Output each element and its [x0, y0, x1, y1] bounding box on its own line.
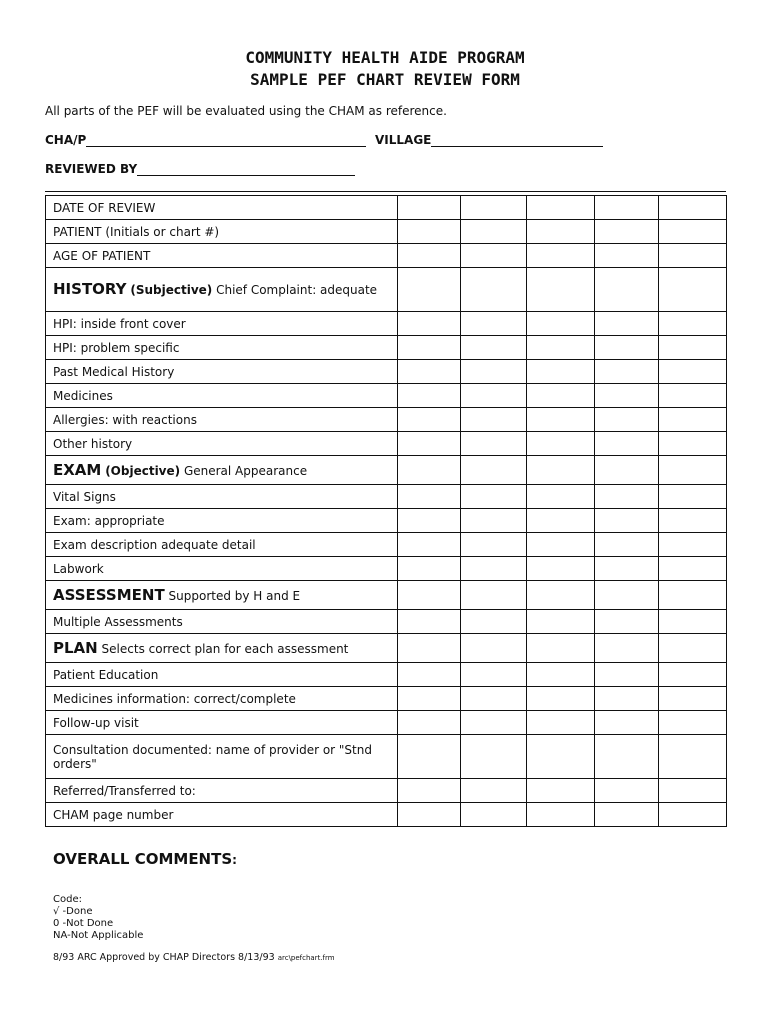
- code-na: NA-Not Applicable: [53, 930, 144, 941]
- table-row: [46, 456, 727, 485]
- row-text: Labwork: [53, 561, 104, 576]
- row-label: [46, 268, 398, 312]
- review-cell[interactable]: [398, 803, 461, 827]
- code-legend: [53, 894, 143, 942]
- review-cell[interactable]: [398, 408, 461, 432]
- table-row: [46, 509, 727, 533]
- table-row: [46, 533, 727, 557]
- review-cell[interactable]: [659, 533, 727, 557]
- table-row: [46, 634, 727, 663]
- overall-comments-heading: OVERALL COMMENTS:: [53, 850, 237, 868]
- review-cell[interactable]: [527, 735, 595, 779]
- review-cell[interactable]: [461, 533, 527, 557]
- row-label: [46, 634, 398, 663]
- row-label: [46, 610, 398, 634]
- review-cell[interactable]: [398, 779, 461, 803]
- review-cell[interactable]: [595, 485, 659, 509]
- table-row: [46, 220, 727, 244]
- review-cell[interactable]: [461, 360, 527, 384]
- table-row: [46, 408, 727, 432]
- review-cell[interactable]: [461, 779, 527, 803]
- review-cell[interactable]: [461, 735, 527, 779]
- row-text: Chief Complaint: adequate: [216, 283, 378, 297]
- village-label: VILLAGE: [375, 133, 432, 147]
- review-cell[interactable]: [398, 610, 461, 634]
- review-cell[interactable]: [527, 509, 595, 533]
- review-cell[interactable]: [659, 244, 727, 268]
- review-cell[interactable]: [527, 244, 595, 268]
- row-label: [46, 509, 398, 533]
- review-cell[interactable]: [595, 196, 659, 220]
- review-cell[interactable]: [461, 663, 527, 687]
- review-cell[interactable]: [398, 312, 461, 336]
- review-cell[interactable]: [461, 711, 527, 735]
- review-cell[interactable]: [398, 432, 461, 456]
- review-cell[interactable]: [527, 408, 595, 432]
- review-cell[interactable]: [527, 557, 595, 581]
- row-label: [46, 432, 398, 456]
- review-cell[interactable]: [595, 408, 659, 432]
- row-text: AGE OF PATIENT: [53, 248, 151, 263]
- row-text: Exam description adequate detail: [53, 537, 256, 552]
- review-cell[interactable]: [527, 384, 595, 408]
- review-cell[interactable]: [595, 533, 659, 557]
- review-cell[interactable]: [527, 268, 595, 312]
- row-text: Past Medical History: [53, 364, 175, 379]
- row-text: HPI: inside front cover: [53, 316, 186, 331]
- review-cell[interactable]: [398, 220, 461, 244]
- table-row: [46, 196, 727, 220]
- table-row: [46, 557, 727, 581]
- review-cell[interactable]: [659, 456, 727, 485]
- row-text: PATIENT (Initials or chart #): [53, 224, 220, 239]
- row-label: [46, 485, 398, 509]
- review-cell[interactable]: [398, 581, 461, 610]
- review-cell[interactable]: [398, 557, 461, 581]
- row-label: [46, 581, 398, 610]
- review-cell[interactable]: [595, 687, 659, 711]
- review-cell[interactable]: [398, 268, 461, 312]
- table-row: [46, 360, 727, 384]
- row-text: Vital Signs: [53, 489, 116, 504]
- intro-text: All parts of the PEF will be evaluated using the CHAM as reference.: [45, 104, 447, 118]
- review-cell[interactable]: [527, 634, 595, 663]
- review-cell[interactable]: [398, 687, 461, 711]
- review-cell[interactable]: [461, 432, 527, 456]
- row-text: Referred/Transferred to:: [53, 783, 196, 798]
- row-label: [46, 735, 398, 779]
- row-label: [46, 220, 398, 244]
- footer-file: arc\pefchart.frm: [277, 954, 335, 962]
- review-cell[interactable]: [527, 533, 595, 557]
- review-cell[interactable]: [595, 360, 659, 384]
- reviewed-by-field[interactable]: [45, 162, 355, 176]
- section-qualifier: (Objective): [105, 463, 181, 478]
- row-text: Patient Education: [53, 667, 159, 682]
- review-cell[interactable]: [595, 663, 659, 687]
- review-cell[interactable]: [461, 634, 527, 663]
- review-cell[interactable]: [659, 610, 727, 634]
- row-label: [46, 803, 398, 827]
- review-cell[interactable]: [659, 384, 727, 408]
- review-cell[interactable]: [659, 779, 727, 803]
- review-cell[interactable]: [659, 220, 727, 244]
- review-cell[interactable]: [595, 312, 659, 336]
- review-cell[interactable]: [595, 509, 659, 533]
- review-cell[interactable]: [659, 557, 727, 581]
- review-cell[interactable]: [659, 312, 727, 336]
- review-cell[interactable]: [527, 803, 595, 827]
- table-row: [46, 779, 727, 803]
- row-text: General Appearance: [183, 463, 308, 478]
- review-cell[interactable]: [659, 663, 727, 687]
- table-row: [46, 432, 727, 456]
- review-cell[interactable]: [461, 803, 527, 827]
- review-cell[interactable]: [595, 432, 659, 456]
- review-cell[interactable]: [595, 711, 659, 735]
- review-cell[interactable]: [461, 456, 527, 485]
- table-row: [46, 687, 727, 711]
- reviewed-by-label: REVIEWED BY: [45, 162, 138, 176]
- row-text: DATE OF REVIEW: [53, 200, 156, 215]
- row-label: [46, 663, 398, 687]
- section-heading: PLAN: [53, 638, 98, 657]
- row-text: Allergies: with reactions: [53, 412, 197, 427]
- row-text: Supported by H and E: [168, 588, 301, 603]
- review-cell[interactable]: [461, 581, 527, 610]
- table-row: [46, 735, 727, 779]
- table-row: [46, 384, 727, 408]
- table-row: [46, 244, 727, 268]
- review-cell[interactable]: [659, 196, 727, 220]
- review-cell[interactable]: [398, 360, 461, 384]
- review-cell[interactable]: [659, 485, 727, 509]
- review-cell[interactable]: [398, 735, 461, 779]
- row-text: Consultation documented: name of provider or "Stnd orders": [53, 742, 372, 771]
- row-label: [46, 312, 398, 336]
- row-label: [46, 408, 398, 432]
- review-cell[interactable]: [398, 384, 461, 408]
- chap-label: CHA/P: [45, 133, 87, 147]
- review-cell[interactable]: [595, 803, 659, 827]
- review-cell[interactable]: [595, 244, 659, 268]
- review-cell[interactable]: [398, 456, 461, 485]
- review-cell[interactable]: [461, 244, 527, 268]
- review-cell[interactable]: [595, 581, 659, 610]
- review-cell[interactable]: [595, 384, 659, 408]
- form-title-line2: SAMPLE PEF CHART REVIEW FORM: [250, 70, 520, 89]
- review-cell[interactable]: [527, 456, 595, 485]
- row-label: [46, 360, 398, 384]
- code-not-done: 0 -Not Done: [53, 918, 114, 929]
- chap-field[interactable]: [45, 133, 366, 147]
- review-cell[interactable]: [461, 610, 527, 634]
- review-cell[interactable]: [659, 509, 727, 533]
- row-label: [46, 336, 398, 360]
- row-label: [46, 533, 398, 557]
- review-cell[interactable]: [461, 509, 527, 533]
- form-title-line1: COMMUNITY HEALTH AIDE PROGRAM: [245, 48, 525, 67]
- review-cell[interactable]: [659, 336, 727, 360]
- review-cell[interactable]: [398, 196, 461, 220]
- row-label: [46, 244, 398, 268]
- section-qualifier: (Subjective): [130, 283, 213, 297]
- review-cell[interactable]: [659, 711, 727, 735]
- row-label: [46, 779, 398, 803]
- village-field[interactable]: [375, 133, 603, 147]
- review-cell[interactable]: [659, 634, 727, 663]
- review-cell[interactable]: [659, 687, 727, 711]
- review-cell[interactable]: [398, 244, 461, 268]
- section-heading: HISTORY: [53, 280, 127, 298]
- review-cell[interactable]: [527, 336, 595, 360]
- review-cell[interactable]: [595, 456, 659, 485]
- table-row: [46, 663, 727, 687]
- row-label: [46, 384, 398, 408]
- review-cell[interactable]: [398, 533, 461, 557]
- review-cell[interactable]: [461, 312, 527, 336]
- review-cell[interactable]: [659, 360, 727, 384]
- row-text: Other history: [53, 436, 133, 451]
- row-text: Medicines information: correct/complete: [53, 691, 296, 706]
- review-cell[interactable]: [461, 384, 527, 408]
- review-cell[interactable]: [398, 509, 461, 533]
- review-cell[interactable]: [527, 196, 595, 220]
- review-cell[interactable]: [461, 336, 527, 360]
- review-cell[interactable]: [527, 312, 595, 336]
- review-cell[interactable]: [527, 581, 595, 610]
- review-cell[interactable]: [461, 485, 527, 509]
- review-cell[interactable]: [527, 360, 595, 384]
- table-row: [46, 803, 727, 827]
- review-cell[interactable]: [659, 803, 727, 827]
- review-cell[interactable]: [461, 408, 527, 432]
- review-cell[interactable]: [659, 408, 727, 432]
- review-cell[interactable]: [595, 610, 659, 634]
- section-heading: ASSESSMENT: [53, 585, 165, 604]
- table-row: [46, 312, 727, 336]
- review-cell[interactable]: [398, 711, 461, 735]
- review-cell[interactable]: [595, 779, 659, 803]
- row-label: [46, 687, 398, 711]
- row-label: [46, 711, 398, 735]
- table-row: [46, 581, 727, 610]
- review-cell[interactable]: [527, 485, 595, 509]
- table-row: [46, 485, 727, 509]
- review-cell[interactable]: [461, 687, 527, 711]
- review-cell[interactable]: [527, 711, 595, 735]
- review-cell[interactable]: [527, 432, 595, 456]
- row-text: Follow-up visit: [53, 715, 139, 730]
- review-cell[interactable]: [461, 268, 527, 312]
- row-text: CHAM page number: [53, 807, 174, 822]
- footer: [53, 952, 335, 963]
- review-cell[interactable]: [527, 663, 595, 687]
- review-cell[interactable]: [527, 779, 595, 803]
- review-table: [45, 195, 727, 827]
- header-divider: [45, 191, 726, 192]
- table-row: [46, 268, 727, 312]
- review-cell[interactable]: [527, 610, 595, 634]
- review-cell[interactable]: [659, 268, 727, 312]
- table-row: [46, 711, 727, 735]
- review-cell[interactable]: [595, 557, 659, 581]
- review-cell[interactable]: [461, 196, 527, 220]
- section-heading: EXAM: [53, 460, 102, 479]
- review-cell[interactable]: [461, 557, 527, 581]
- review-cell[interactable]: [398, 336, 461, 360]
- row-text: Selects correct plan for each assessment: [101, 641, 349, 656]
- footer-text: 8/93 ARC Approved by CHAP Directors 8/13/93: [53, 952, 275, 963]
- village-line[interactable]: [431, 134, 603, 147]
- review-cell[interactable]: [659, 432, 727, 456]
- review-cell[interactable]: [461, 220, 527, 244]
- code-done: √ -Done: [53, 906, 93, 917]
- review-cell[interactable]: [595, 735, 659, 779]
- row-text: HPI: problem specific: [53, 340, 180, 355]
- review-cell[interactable]: [595, 220, 659, 244]
- review-cell[interactable]: [398, 663, 461, 687]
- table-row: [46, 610, 727, 634]
- row-text: Exam: appropriate: [53, 513, 165, 528]
- row-text: Medicines: [53, 388, 113, 403]
- review-cell[interactable]: [595, 634, 659, 663]
- review-cell[interactable]: [398, 485, 461, 509]
- chap-line[interactable]: [86, 134, 366, 147]
- review-cell[interactable]: [527, 220, 595, 244]
- code-title: Code:: [53, 894, 82, 905]
- row-label: [46, 557, 398, 581]
- review-cell[interactable]: [595, 268, 659, 312]
- review-cell[interactable]: [659, 735, 727, 779]
- reviewed-by-line[interactable]: [137, 163, 355, 176]
- review-cell[interactable]: [595, 336, 659, 360]
- row-label: [46, 456, 398, 485]
- review-cell[interactable]: [527, 687, 595, 711]
- review-cell[interactable]: [398, 634, 461, 663]
- review-cell[interactable]: [659, 581, 727, 610]
- row-text: Multiple Assessments: [53, 614, 183, 629]
- row-label: [46, 196, 398, 220]
- table-row: [46, 336, 727, 360]
